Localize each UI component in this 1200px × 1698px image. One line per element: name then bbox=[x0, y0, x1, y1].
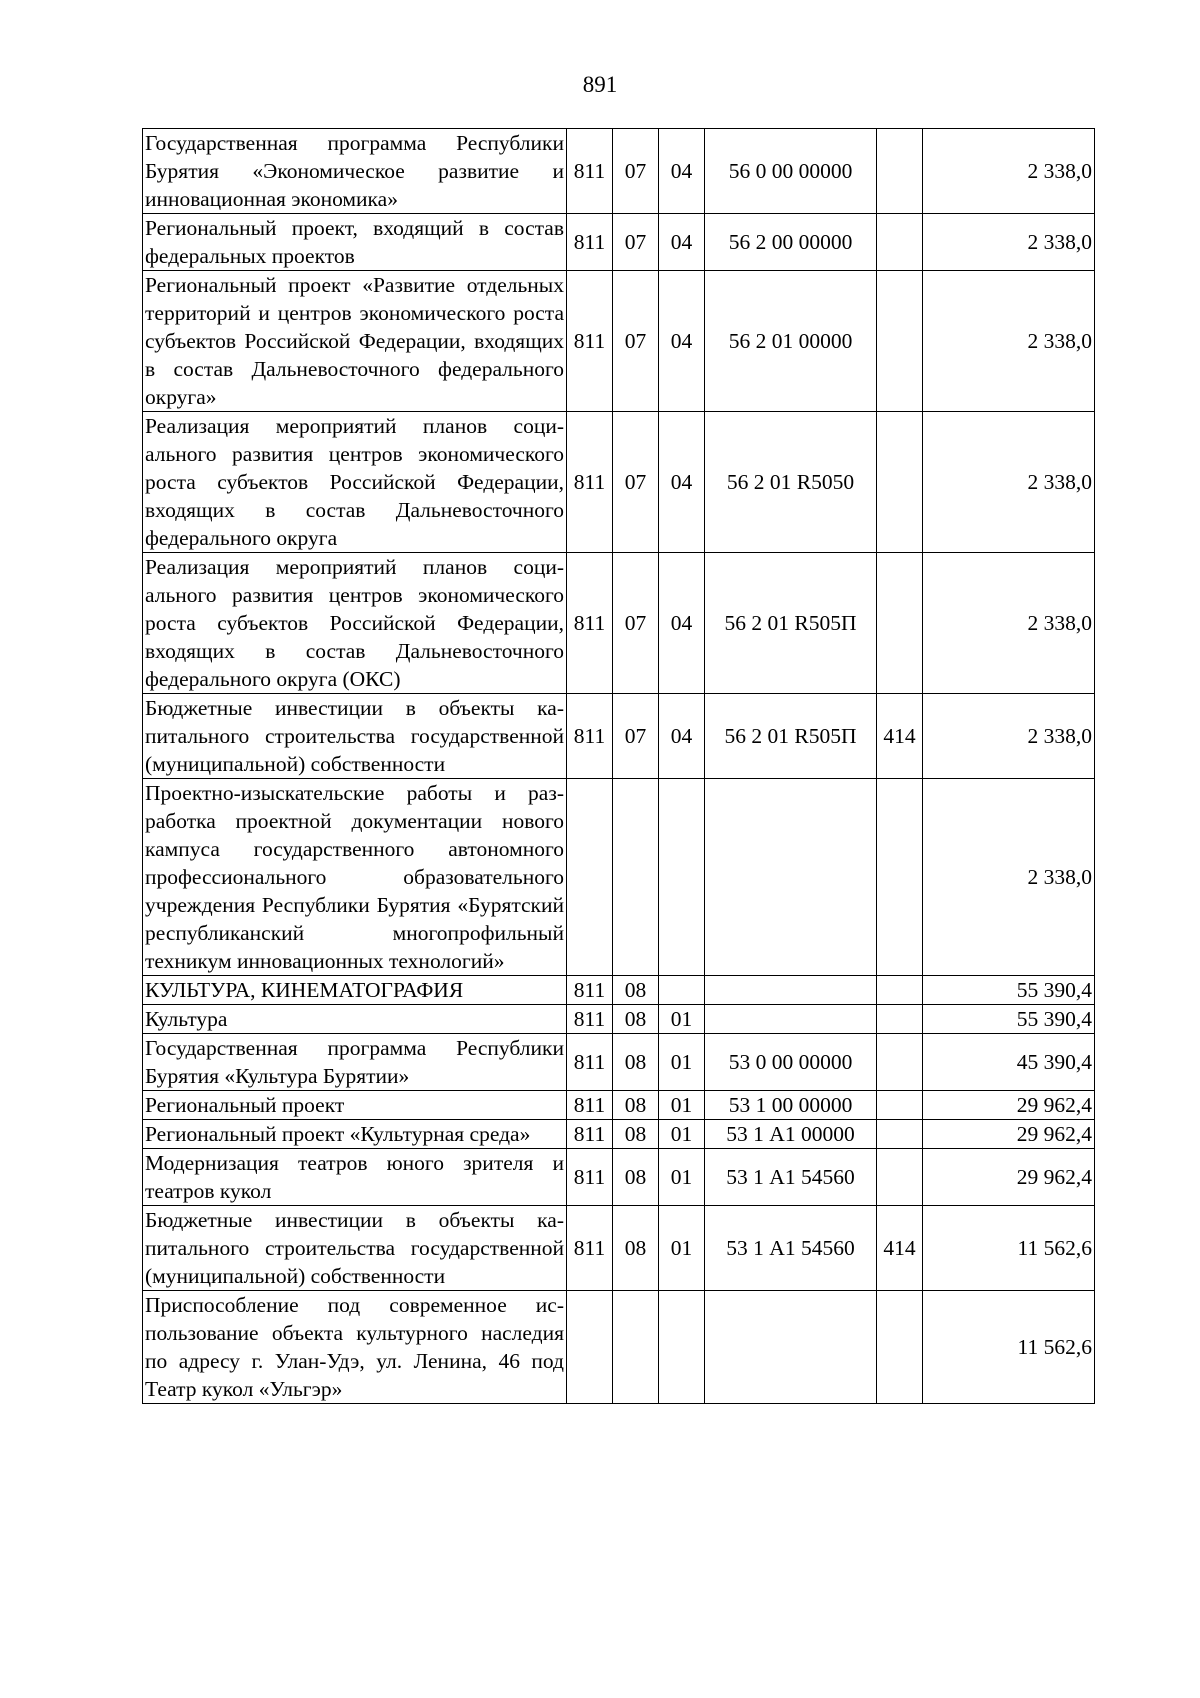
table-row bbox=[143, 779, 1095, 976]
expense-type-cell bbox=[877, 271, 923, 412]
expense-type-cell bbox=[877, 1034, 923, 1091]
amount-cell: 29 962,4 bbox=[923, 1120, 1095, 1149]
table-row bbox=[143, 1091, 1095, 1120]
amount-cell: 2 338,0 bbox=[923, 271, 1095, 412]
expense-type-cell bbox=[877, 1091, 923, 1120]
grbs-cell: 811 bbox=[567, 271, 613, 412]
table-row bbox=[143, 214, 1095, 271]
expense-type-cell bbox=[877, 976, 923, 1005]
target-article-cell: 56 2 01 R505П bbox=[705, 694, 877, 779]
table-row bbox=[143, 1005, 1095, 1034]
row-name-cell: Культура bbox=[143, 1005, 567, 1034]
subsection-cell: 01 bbox=[659, 1091, 705, 1120]
amount-cell: 55 390,4 bbox=[923, 976, 1095, 1005]
expense-type-cell: 414 bbox=[877, 694, 923, 779]
page-number: 891 bbox=[582, 72, 618, 97]
section-cell: 08 bbox=[613, 976, 659, 1005]
section-cell: 07 bbox=[613, 553, 659, 694]
expense-type-cell bbox=[877, 214, 923, 271]
target-article-cell: 53 0 00 00000 bbox=[705, 1034, 877, 1091]
grbs-cell: 811 bbox=[567, 1005, 613, 1034]
grbs-cell: 811 bbox=[567, 694, 613, 779]
section-cell: 07 bbox=[613, 412, 659, 553]
row-name-cell: Проектно-изыскательские работы и разработка проектной документации нового кампуса государственного автономного профессионального образовательного учреждения Республики Бурятия «Бурятский республиканский многопрофильный техникум инновационных технологий» bbox=[143, 779, 567, 976]
expense-type-cell bbox=[877, 129, 923, 214]
expense-type-cell bbox=[877, 412, 923, 553]
grbs-cell: 811 bbox=[567, 129, 613, 214]
section-cell: 08 bbox=[613, 1206, 659, 1291]
amount-cell: 55 390,4 bbox=[923, 1005, 1095, 1034]
row-name-cell: КУЛЬТУРА, КИНЕМАТОГРАФИЯ bbox=[143, 976, 567, 1005]
target-article-cell: 56 2 01 00000 bbox=[705, 271, 877, 412]
target-article-cell: 56 0 00 00000 bbox=[705, 129, 877, 214]
table-row bbox=[143, 694, 1095, 779]
subsection-cell bbox=[659, 1291, 705, 1404]
table-row bbox=[143, 553, 1095, 694]
target-article-cell: 53 1 00 00000 bbox=[705, 1091, 877, 1120]
target-article-cell: 53 1 А1 54560 bbox=[705, 1206, 877, 1291]
amount-cell: 2 338,0 bbox=[923, 412, 1095, 553]
row-name-cell: Региональный проект bbox=[143, 1091, 567, 1120]
grbs-cell bbox=[567, 779, 613, 976]
grbs-cell bbox=[567, 1291, 613, 1404]
amount-cell: 2 338,0 bbox=[923, 779, 1095, 976]
subsection-cell: 04 bbox=[659, 412, 705, 553]
target-article-cell: 56 2 01 R505П bbox=[705, 553, 877, 694]
grbs-cell: 811 bbox=[567, 214, 613, 271]
grbs-cell: 811 bbox=[567, 1206, 613, 1291]
table-row bbox=[143, 271, 1095, 412]
row-name-cell: Государственная программа Республики Бурятия «Экономическое развитие и инновационная экономика» bbox=[143, 129, 567, 214]
amount-cell: 2 338,0 bbox=[923, 553, 1095, 694]
section-cell: 07 bbox=[613, 271, 659, 412]
budget-table bbox=[142, 128, 1095, 1404]
table-row bbox=[143, 129, 1095, 214]
section-cell: 08 bbox=[613, 1034, 659, 1091]
row-name-cell: Региональный проект «Культурная среда» bbox=[143, 1120, 567, 1149]
grbs-cell: 811 bbox=[567, 1034, 613, 1091]
section-cell: 07 bbox=[613, 214, 659, 271]
grbs-cell: 811 bbox=[567, 976, 613, 1005]
subsection-cell: 04 bbox=[659, 129, 705, 214]
row-name-cell: Региональный проект «Развитие отдельных территорий и центров экономического роста субъектов Российской Федерации, входящих в состав Дальневосточного федерального округа» bbox=[143, 271, 567, 412]
target-article-cell: 56 2 01 R5050 bbox=[705, 412, 877, 553]
expense-type-cell bbox=[877, 1291, 923, 1404]
section-cell: 08 bbox=[613, 1120, 659, 1149]
row-name-cell: Региональный проект, входящий в состав федеральных проектов bbox=[143, 214, 567, 271]
section-cell: 08 bbox=[613, 1149, 659, 1206]
subsection-cell: 01 bbox=[659, 1206, 705, 1291]
subsection-cell bbox=[659, 976, 705, 1005]
grbs-cell: 811 bbox=[567, 1120, 613, 1149]
amount-cell: 11 562,6 bbox=[923, 1291, 1095, 1404]
section-cell: 07 bbox=[613, 129, 659, 214]
table-row bbox=[143, 1034, 1095, 1091]
subsection-cell: 04 bbox=[659, 271, 705, 412]
target-article-cell: 53 1 А1 54560 bbox=[705, 1149, 877, 1206]
amount-cell: 29 962,4 bbox=[923, 1149, 1095, 1206]
expense-type-cell bbox=[877, 779, 923, 976]
target-article-cell bbox=[705, 779, 877, 976]
subsection-cell: 04 bbox=[659, 214, 705, 271]
row-name-cell: Реализация мероприятий планов социального развития центров экономического роста субъектов Российской Федерации, входящих в состав Дальневосточного федерального округа (ОКС) bbox=[143, 553, 567, 694]
row-name-cell: Приспособление под современное использование объекта культурного наследия по адресу г. Улан-Удэ, ул. Ленина, 46 под Театр кукол «Ульгэр» bbox=[143, 1291, 567, 1404]
subsection-cell: 01 bbox=[659, 1149, 705, 1206]
target-article-cell: 56 2 00 00000 bbox=[705, 214, 877, 271]
row-name-cell: Модернизация театров юного зрителя и театров кукол bbox=[143, 1149, 567, 1206]
target-article-cell bbox=[705, 976, 877, 1005]
target-article-cell: 53 1 А1 00000 bbox=[705, 1120, 877, 1149]
budget-table-body bbox=[143, 129, 1095, 1404]
target-article-cell bbox=[705, 1005, 877, 1034]
target-article-cell bbox=[705, 1291, 877, 1404]
grbs-cell: 811 bbox=[567, 1091, 613, 1120]
section-cell bbox=[613, 1291, 659, 1404]
grbs-cell: 811 bbox=[567, 412, 613, 553]
table-row bbox=[143, 976, 1095, 1005]
section-cell: 08 bbox=[613, 1091, 659, 1120]
row-name-cell: Государственная программа Республики Бурятия «Культура Бурятии» bbox=[143, 1034, 567, 1091]
table-row bbox=[143, 1206, 1095, 1291]
section-cell bbox=[613, 779, 659, 976]
section-cell: 07 bbox=[613, 694, 659, 779]
expense-type-cell bbox=[877, 1120, 923, 1149]
grbs-cell: 811 bbox=[567, 553, 613, 694]
table-row bbox=[143, 1149, 1095, 1206]
subsection-cell: 01 bbox=[659, 1120, 705, 1149]
table-row bbox=[143, 1120, 1095, 1149]
expense-type-cell bbox=[877, 553, 923, 694]
amount-cell: 29 962,4 bbox=[923, 1091, 1095, 1120]
subsection-cell: 04 bbox=[659, 553, 705, 694]
subsection-cell bbox=[659, 779, 705, 976]
expense-type-cell: 414 bbox=[877, 1206, 923, 1291]
row-name-cell: Реализация мероприятий планов социального развития центров экономического роста субъектов Российской Федерации, входящих в состав Дальневосточного федерального округа bbox=[143, 412, 567, 553]
subsection-cell: 01 bbox=[659, 1005, 705, 1034]
expense-type-cell bbox=[877, 1149, 923, 1206]
expense-type-cell bbox=[877, 1005, 923, 1034]
subsection-cell: 01 bbox=[659, 1034, 705, 1091]
table-row bbox=[143, 412, 1095, 553]
subsection-cell: 04 bbox=[659, 694, 705, 779]
amount-cell: 45 390,4 bbox=[923, 1034, 1095, 1091]
amount-cell: 2 338,0 bbox=[923, 129, 1095, 214]
table-row bbox=[143, 1291, 1095, 1404]
grbs-cell: 811 bbox=[567, 1149, 613, 1206]
row-name-cell: Бюджетные инвестиции в объекты капитального строительства государственной (муниципальной) собственности bbox=[143, 694, 567, 779]
amount-cell: 11 562,6 bbox=[923, 1206, 1095, 1291]
section-cell: 08 bbox=[613, 1005, 659, 1034]
amount-cell: 2 338,0 bbox=[923, 214, 1095, 271]
row-name-cell: Бюджетные инвестиции в объекты капитального строительства государственной (муниципальной) собственности bbox=[143, 1206, 567, 1291]
amount-cell: 2 338,0 bbox=[923, 694, 1095, 779]
